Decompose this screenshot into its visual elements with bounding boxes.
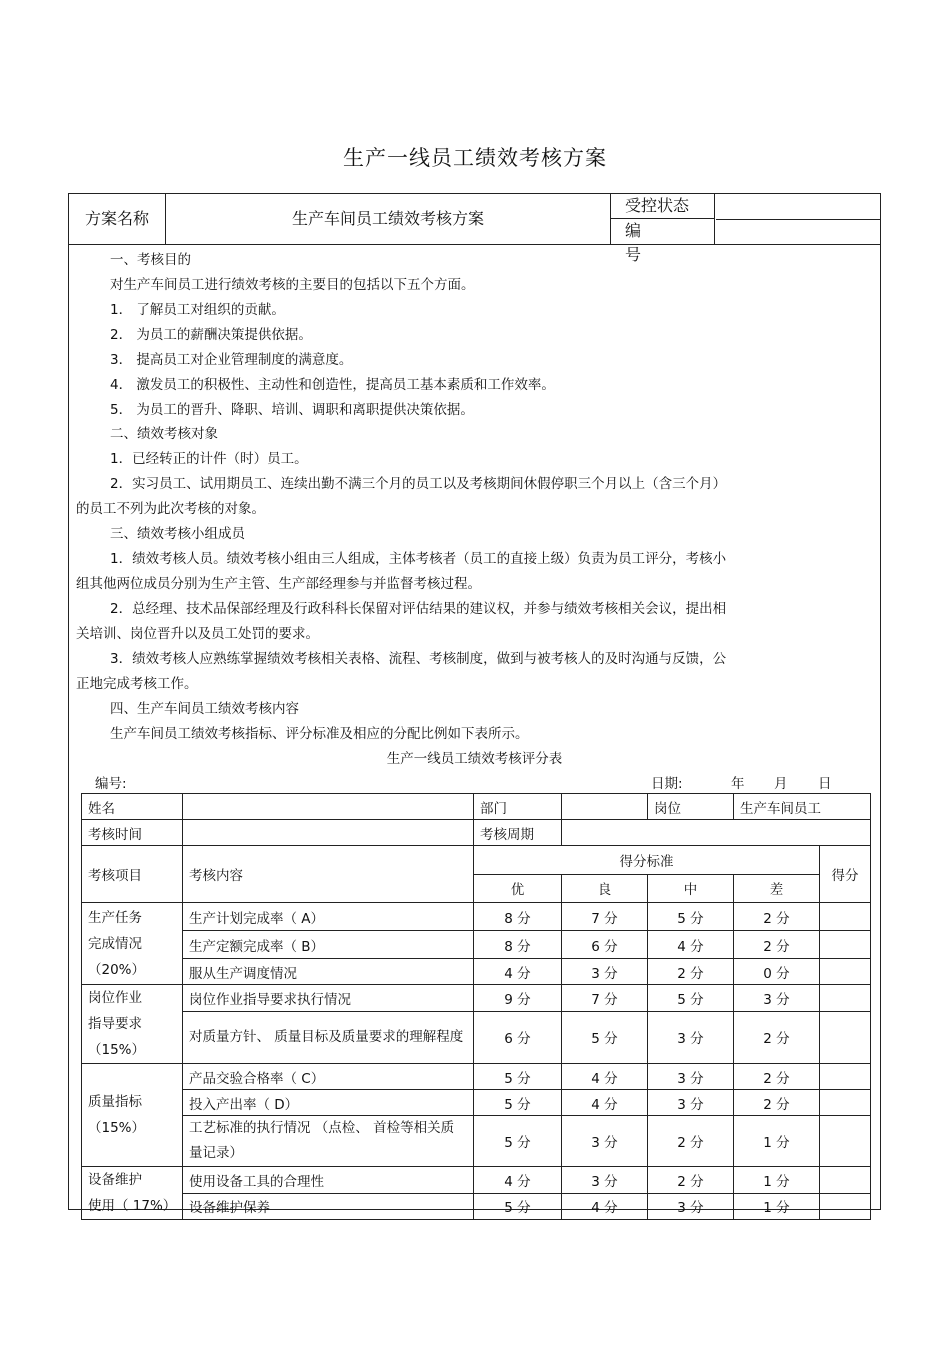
table-row [82, 903, 871, 931]
score-cell: 2 分 [648, 1167, 734, 1194]
score-cell: 6 分 [562, 931, 648, 959]
score-cell: 4 分 [562, 1064, 648, 1090]
table-row [82, 959, 871, 985]
score-cell: 2 分 [734, 931, 820, 959]
category-line: （15%） [88, 1120, 146, 1136]
score-cell: 1 分 [734, 1116, 820, 1167]
table-date-label: 日期: [651, 776, 683, 792]
table-row [82, 985, 871, 1012]
earned-score-cell [820, 903, 871, 931]
earned-score-cell [820, 985, 871, 1012]
score-cell: 2 分 [734, 1090, 820, 1116]
table-row [82, 1167, 871, 1194]
category-cell [82, 985, 183, 1064]
list-item-cont: 正地完成考核工作。 [76, 676, 198, 692]
score-table-caption: 生产一线员工绩效考核评分表 [386, 751, 563, 767]
table-date-year: 年 [731, 776, 745, 792]
score-cell: 3 分 [648, 1064, 734, 1090]
section-heading: 一、考核目的 [110, 252, 191, 268]
col-content-header: 考核内容 [183, 846, 474, 903]
earned-score-cell [820, 1064, 871, 1090]
table-row [82, 794, 871, 820]
category-line: 设备维护 [88, 1172, 142, 1188]
table-date-month: 月 [774, 776, 788, 792]
score-cell: 7 分 [562, 985, 648, 1012]
list-item: 2．实习员工、试用期员工、连续出勤不满三个月的员工以及考核期间休假停职三个月以上（含三个月） [110, 476, 727, 492]
plan-frame [68, 193, 881, 1217]
section-heading: 三、绩效考核小组成员 [110, 526, 245, 542]
post-label: 岗位 [648, 794, 734, 820]
score-cell: 2 分 [648, 959, 734, 985]
content-cell: 投入产出率（ D） [183, 1090, 474, 1116]
table-row [82, 1064, 871, 1090]
list-item-cont: 的员工不列为此次考核的对象。 [76, 501, 265, 517]
score-cell: 2 分 [648, 1116, 734, 1167]
content-cell: 生产计划完成率（ A） [183, 903, 474, 931]
content-cell: 工艺标准的执行情况 （点检、 首检等相关质量记录） [183, 1116, 474, 1167]
table-date-day: 日 [818, 776, 832, 792]
earned-score-cell [820, 1167, 871, 1194]
score-cell: 5 分 [648, 985, 734, 1012]
list-item: 3． 提高员工对企业管理制度的满意度。 [110, 352, 353, 368]
score-cell: 2 分 [734, 903, 820, 931]
category-line: （20%） [88, 961, 146, 978]
list-item: 4． 激发员工的积极性、主动性和创造性，提高员工基本素质和工作效率。 [110, 377, 555, 393]
table-number-label: 编号: [95, 776, 127, 792]
grade-good: 良 [562, 874, 648, 903]
earned-score-cell [820, 1116, 871, 1167]
list-item-cont: 关培训、岗位晋升以及员工处罚的要求。 [76, 626, 319, 642]
document-title: 生产一线员工绩效考核方案 [343, 146, 607, 170]
plan-name-value: 生产车间员工绩效考核方案 [166, 194, 611, 244]
category-line: 指导要求 [88, 1016, 142, 1032]
list-item: 2．总经理、技术品保部经理及行政科科长保留对评估结果的建议权，并参与绩效考核相关会议，提出相 [110, 601, 727, 617]
paragraph: 生产车间员工绩效考核指标、评分标准及相应的分配比例如下表所示。 [110, 726, 529, 742]
earned-score-cell [820, 1090, 871, 1116]
control-status-value [716, 194, 880, 220]
content-cell: 使用设备工具的合理性 [183, 1167, 474, 1194]
post-value: 生产车间员工 [734, 794, 871, 820]
list-item-cont: 组其他两位成员分别为生产主管、生产部经理参与并监督考核过程。 [76, 576, 481, 592]
category-line: 生产任务 [88, 909, 142, 926]
plan-name-label: 方案名称 [69, 194, 166, 244]
period-value [183, 820, 474, 846]
score-cell: 5 分 [474, 1064, 562, 1090]
score-cell: 3 分 [562, 1167, 648, 1194]
grade-poor: 差 [734, 874, 820, 903]
score-cell: 5 分 [474, 1090, 562, 1116]
score-cell: 8 分 [474, 931, 562, 959]
score-cell: 1 分 [734, 1167, 820, 1194]
period-label: 考核时间 [82, 820, 183, 846]
score-cell: 4 分 [562, 1193, 648, 1220]
score-cell: 4 分 [562, 1090, 648, 1116]
content-cell: 产品交验合格率（ C） [183, 1064, 474, 1090]
score-cell: 3 分 [734, 985, 820, 1012]
category-line: （15%） [88, 1042, 146, 1058]
table-row [82, 1193, 871, 1220]
category-cell [82, 903, 183, 985]
score-cell: 6 分 [474, 1011, 562, 1063]
cycle-label: 考核周期 [474, 820, 562, 846]
table-row [82, 1116, 871, 1167]
score-cell: 1 分 [734, 1193, 820, 1220]
earned-score-cell [820, 1193, 871, 1220]
score-cell: 5 分 [562, 1011, 648, 1063]
score-cell: 5 分 [474, 1116, 562, 1167]
score-cell: 3 分 [562, 1116, 648, 1167]
number-label: 编号 [611, 219, 715, 244]
table-header-row [82, 846, 871, 875]
col-item-header: 考核项目 [82, 846, 183, 903]
section-heading: 四、生产车间员工绩效考核内容 [110, 701, 299, 717]
score-cell: 5 分 [474, 1193, 562, 1220]
category-line: 岗位作业 [88, 990, 142, 1006]
score-cell: 3 分 [648, 1090, 734, 1116]
name-label: 姓名 [82, 794, 183, 820]
table-row [82, 931, 871, 959]
score-cell: 5 分 [648, 903, 734, 931]
score-cell: 4 分 [474, 1167, 562, 1194]
score-cell: 4 分 [648, 931, 734, 959]
score-cell: 2 分 [734, 1011, 820, 1063]
earned-score-cell [820, 931, 871, 959]
control-status-label: 受控状态 [611, 194, 715, 219]
list-item: 2． 为员工的薪酬决策提供依据。 [110, 327, 312, 343]
content-cell: 服从生产调度情况 [183, 959, 474, 985]
grade-excellent: 优 [474, 874, 562, 903]
table-row [82, 1011, 871, 1063]
score-cell: 9 分 [474, 985, 562, 1012]
score-cell: 3 分 [648, 1193, 734, 1220]
content-cell: 生产定额完成率（ B） [183, 931, 474, 959]
list-item: 3．绩效考核人应熟练掌握绩效考核相关表格、流程、考核制度，做到与被考核人的及时沟通与反馈，公 [110, 651, 727, 667]
content-cell: 岗位作业指导要求执行情况 [183, 985, 474, 1012]
category-line: 使用（ 17%） [88, 1198, 177, 1214]
list-item: 5． 为员工的晋升、降职、培训、调职和离职提供决策依据。 [110, 402, 474, 418]
earned-score-cell [820, 959, 871, 985]
category-cell [82, 1064, 183, 1167]
number-value [716, 219, 880, 244]
cycle-value [562, 820, 871, 846]
score-cell: 4 分 [474, 959, 562, 985]
score-cell: 8 分 [474, 903, 562, 931]
col-standard-header: 得分标准 [474, 846, 820, 875]
paragraph: 对生产车间员工进行绩效考核的主要目的包括以下五个方面。 [110, 277, 475, 293]
score-table [81, 793, 871, 1220]
section-heading: 二、绩效考核对象 [110, 426, 218, 442]
list-item: 1． 了解员工对组织的贡献。 [110, 302, 285, 318]
grade-medium: 中 [648, 874, 734, 903]
score-cell: 0 分 [734, 959, 820, 985]
content-cell: 对质量方针、 质量目标及质量要求的理解程度 [183, 1011, 474, 1063]
category-line: 完成情况 [88, 935, 142, 952]
list-item: 1．绩效考核人员。绩效考核小组由三人组成，主体考核者（员工的直接上级）负责为员工评分，考核小 [110, 551, 727, 567]
dept-label: 部门 [474, 794, 562, 820]
score-cell: 2 分 [734, 1064, 820, 1090]
score-cell: 3 分 [648, 1011, 734, 1063]
earned-score-cell [820, 1011, 871, 1063]
name-value [183, 794, 474, 820]
score-cell: 7 分 [562, 903, 648, 931]
category-cell [82, 1167, 183, 1220]
table-row [82, 1090, 871, 1116]
score-cell: 3 分 [562, 959, 648, 985]
col-score-header: 得分 [820, 846, 871, 903]
category-line: 质量指标 [88, 1094, 142, 1110]
content-cell: 设备维护保养 [183, 1193, 474, 1220]
dept-value [562, 794, 648, 820]
table-row [82, 820, 871, 846]
list-item: 1．已经转正的计件（时）员工。 [110, 451, 308, 467]
